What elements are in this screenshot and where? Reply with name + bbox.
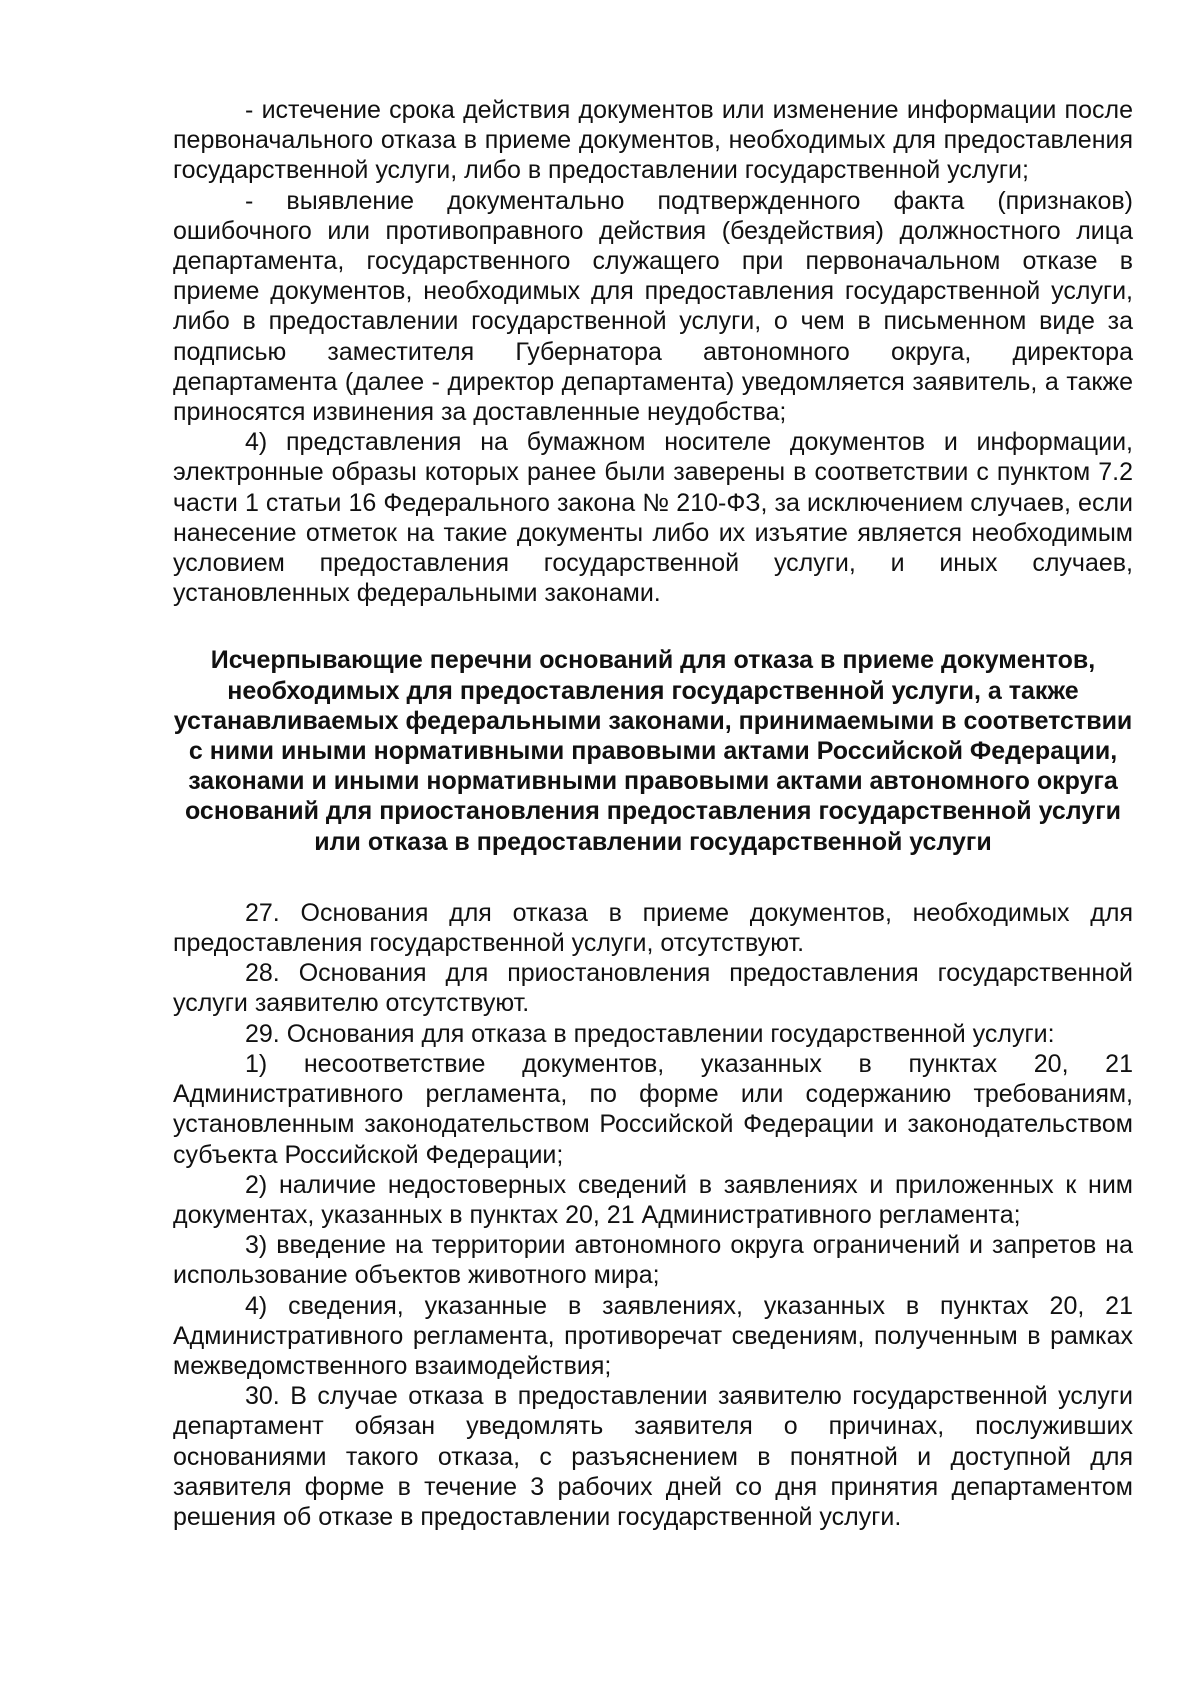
paragraph-29: 29. Основания для отказа в предоставлении государственной услуги: <box>245 1019 1055 1048</box>
paragraph-29-item-3: 3) введение на территории автономного округа ограничений и запретов на использование объектов животного мира; <box>173 1231 1133 1290</box>
paragraph-item-4-paper-docs: 4) представления на бумажном носителе документов и информации, электронные образы которых ранее были заверены в соответствии с пунктом 7.2 части 1 статьи 16 Федерального закона № 210-ФЗ, за исключением случаев, если нанесение отметок на такие документы либо их изъятие является необходимым условием предоставления государственной услуги, и иных случаев, установленных федеральными законами. <box>173 428 1133 608</box>
paragraph-error-detection: - выявление документально подтвержденного факта (признаков) ошибочного или противоправного действия (бездействия) должностного лица департамента, государственного служащего при первоначальном отказе в приеме документов, необходимых для предоставления государственной услуги, либо в предоставлении государственной услуги, о чем в письменном виде за подписью заместителя Губернатора автономного округа, директора департамента (далее - директор департамента) уведомляется заявитель, а также приносятся извинения за доставленные неудобства; <box>173 186 1133 427</box>
paragraph-expiry: - истечение срока действия документов или изменение информации после первоначального отказа в приеме документов, необходимых для предоставления государственной услуги, либо в предоставлении государственной услуги; <box>173 96 1133 185</box>
paragraph-27: 27. Основания для отказа в приеме документов, необходимых для предоставления государственной услуги, отсутствуют. <box>173 898 1133 958</box>
paragraph-30: 30. В случае отказа в предоставлении заявителю государственной услуги департамент обязан уведомлять заявителя о причинах, послуживших основаниями такого отказа, с разъяснением в понятной и доступной для заявителя форме в течение 3 рабочих дней со дня принятия департаментом решения об отказе в предоставлении государственной услуги. <box>173 1382 1133 1531</box>
paragraph-29-item-2: 2) наличие недостоверных сведений в заявлениях и приложенных к ним документах, указанных в пунктах 20, 21 Административного регламента; <box>173 1170 1133 1229</box>
paragraph-28: 28. Основания для приостановления предоставления государственной услуги заявителю отсутствуют. <box>173 959 1133 1018</box>
document-page <box>173 95 1133 1532</box>
paragraph-29-item-4: 4) сведения, указанные в заявлениях, указанных в пунктах 20, 21 Административного регламента, противоречат сведениям, полученным в рамках межведомственного взаимодействия; <box>173 1291 1133 1380</box>
section-heading: Исчерпывающие перечни оснований для отказа в приеме документов, необходимых для предоставления государственной услуги, а также устанавливаемых федеральными законами, принимаемыми в соответствии с ними иными нормативными правовыми актами Российской Федерации, законами и иными нормативными правовыми актами автономного округа оснований для приостановления предоставления государственной услуги или отказа в предоставлении государственной услуги <box>173 646 1133 856</box>
paragraph-29-item-1: 1) несоответствие документов, указанных в пунктах 20, 21 Административного регламента, по форме или содержанию требованиям, установленным законодательством Российской Федерации и законодательством субъекта Российской Федерации; <box>173 1049 1133 1169</box>
